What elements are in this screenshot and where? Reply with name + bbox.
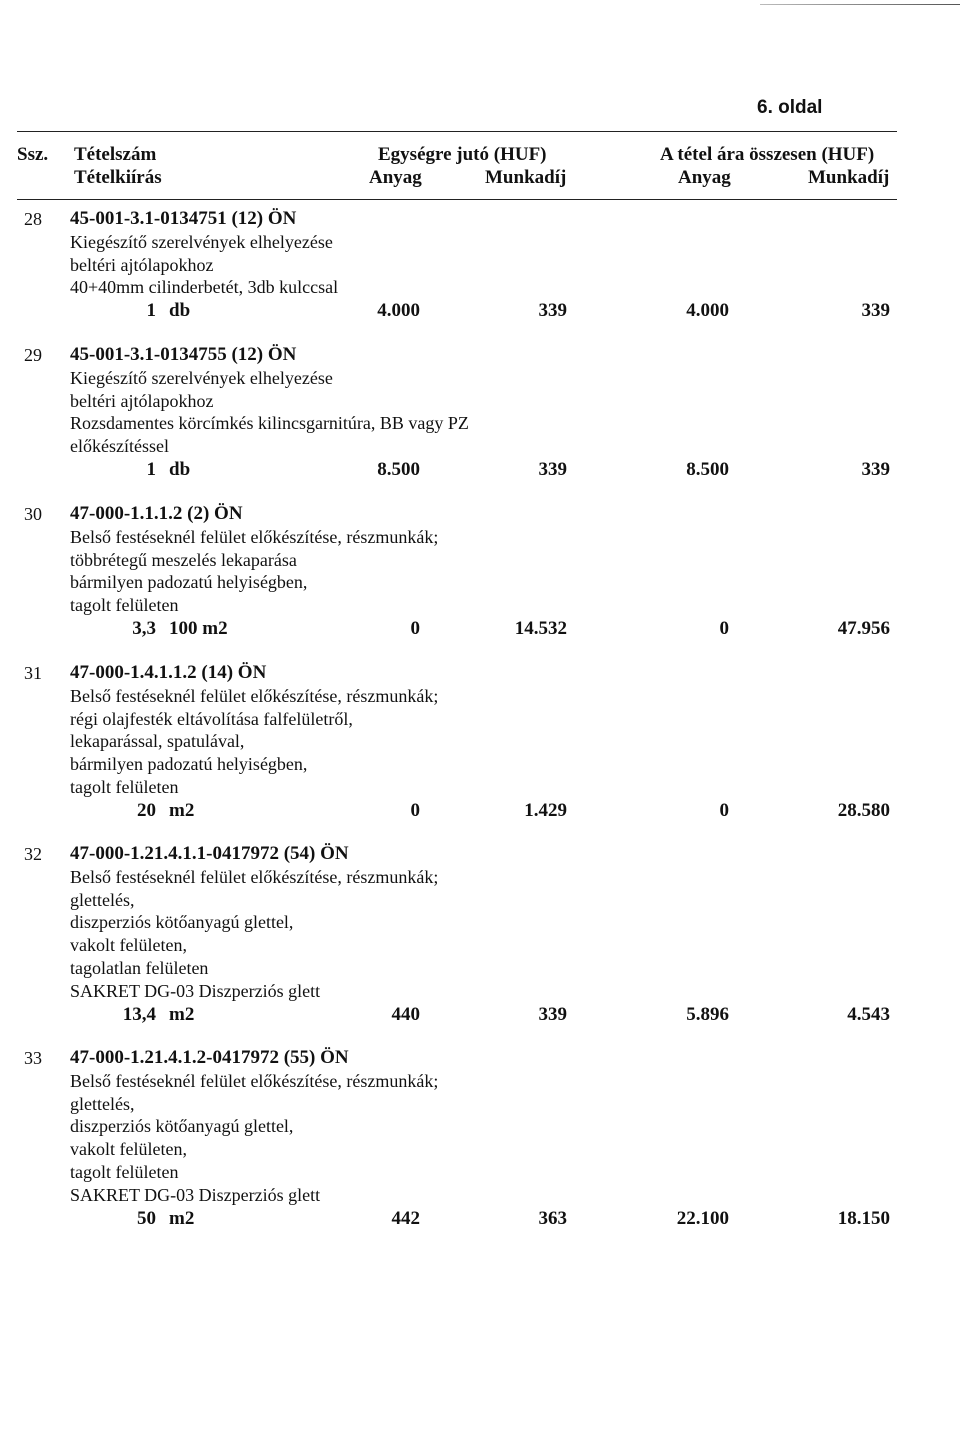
item-quantity: 3,3 bbox=[132, 618, 156, 639]
item-number: 30 bbox=[24, 504, 42, 524]
item-description-line: SAKRET DG-03 Diszperziós glett bbox=[70, 1184, 321, 1205]
item-description-line: többrétegű meszelés lekaparása bbox=[70, 549, 297, 570]
header-top-rule bbox=[17, 131, 897, 132]
header-tetelszam: Tételszám bbox=[74, 144, 157, 165]
item-description-line: lekaparással, spatulával, bbox=[70, 731, 245, 752]
item-total-anyag: 4.000 bbox=[686, 300, 729, 322]
item-description-line: glettelés, bbox=[70, 889, 135, 910]
item-unit: db bbox=[169, 300, 191, 322]
item-description-line: Belső festéseknél felület előkészítése, részmunkák; bbox=[70, 526, 439, 547]
item-description-line: Belső festéseknél felület előkészítése, részmunkák; bbox=[70, 685, 439, 706]
page-number: 6. oldal bbox=[757, 97, 823, 118]
item-code: 47-000-1.21.4.1.1-0417972 (54) ÖN bbox=[70, 843, 349, 864]
item-total-anyag: 0 bbox=[719, 618, 729, 639]
item-total-munkadij: 339 bbox=[861, 300, 890, 322]
item-total-anyag: 5.896 bbox=[686, 1003, 729, 1025]
item-total-munkadij: 4.543 bbox=[847, 1003, 890, 1025]
item-unit: m2 bbox=[169, 799, 195, 821]
header-unit-munkadij: Munkadíj bbox=[485, 167, 567, 188]
item-description-line: bármilyen padozatú helyiségben, bbox=[70, 572, 308, 593]
header-unit-anyag: Anyag bbox=[369, 167, 422, 188]
item-total-munkadij: 339 bbox=[861, 459, 890, 480]
header-ssz: Ssz. bbox=[17, 144, 49, 165]
item-number: 32 bbox=[24, 844, 42, 864]
item-quantity: 50 bbox=[137, 1207, 156, 1229]
item-code: 47-000-1.1.1.2 (2) ÖN bbox=[70, 503, 243, 524]
item-unit-munkadij: 339 bbox=[538, 1003, 567, 1025]
item-unit-anyag: 0 bbox=[410, 618, 420, 639]
item-description-line: tagolt felületen bbox=[70, 1162, 179, 1182]
item-unit-anyag: 440 bbox=[391, 1003, 420, 1025]
item-description-line: beltéri ajtólapokhoz bbox=[70, 254, 214, 275]
item-code: 47-000-1.4.1.1.2 (14) ÖN bbox=[70, 662, 267, 683]
item-unit-anyag: 0 bbox=[410, 799, 420, 821]
item-description-line: diszperziós kötőanyagú glettel, bbox=[70, 912, 294, 933]
item-unit: db bbox=[169, 459, 191, 480]
item-unit-munkadij: 339 bbox=[538, 459, 567, 480]
item-unit-anyag: 8.500 bbox=[377, 459, 420, 480]
item-description-line: 40+40mm cilinderbetét, 3db kulccsal bbox=[70, 277, 339, 298]
item-unit: m2 bbox=[169, 1207, 195, 1229]
item-unit-munkadij: 363 bbox=[538, 1207, 567, 1229]
item-description-line: tagolt felületen bbox=[70, 595, 179, 616]
item-total-munkadij: 47.956 bbox=[837, 618, 890, 639]
item-description-line: előkészítéssel bbox=[70, 436, 169, 457]
item-description-line: bármilyen padozatú helyiségben, bbox=[70, 754, 308, 775]
item-description-line: Kiegészítő szerelvények elhelyezése bbox=[70, 367, 333, 388]
item-description-line: vakolt felületen, bbox=[70, 935, 187, 956]
item-description-line: vakolt felületen, bbox=[70, 1139, 187, 1160]
item-description-line: SAKRET DG-03 Diszperziós glett bbox=[70, 980, 321, 1001]
item-unit-munkadij: 1.429 bbox=[524, 799, 567, 821]
item-unit: 100 m2 bbox=[169, 618, 228, 639]
item-code: 47-000-1.21.4.1.2-0417972 (55) ÖN bbox=[70, 1047, 349, 1068]
item-total-anyag: 22.100 bbox=[676, 1207, 729, 1229]
item-unit: m2 bbox=[169, 1003, 195, 1025]
item-description-line: Kiegészítő szerelvények elhelyezése bbox=[70, 231, 333, 252]
item-unit-munkadij: 14.532 bbox=[514, 618, 567, 639]
item-code: 45-001-3.1-0134755 (12) ÖN bbox=[70, 344, 297, 365]
header-bottom-rule bbox=[17, 199, 897, 200]
item-description-line: tagolt felületen bbox=[70, 777, 179, 797]
item-total-anyag: 0 bbox=[719, 799, 729, 821]
item-description-line: Rozsdamentes körcímkés kilincsgarnitúra, BB vagy PZ bbox=[70, 413, 469, 434]
item-description-line: régi olajfesték eltávolítása falfelületről, bbox=[70, 708, 353, 729]
item-description-line: Belső festéseknél felület előkészítése, részmunkák; bbox=[70, 866, 439, 887]
item-number: 29 bbox=[24, 345, 42, 365]
item-number: 31 bbox=[24, 663, 42, 683]
item-description-line: diszperziós kötőanyagú glettel, bbox=[70, 1116, 294, 1137]
item-description-line: glettelés, bbox=[70, 1093, 135, 1114]
item-unit-anyag: 442 bbox=[391, 1207, 420, 1229]
item-quantity: 20 bbox=[137, 799, 156, 821]
item-unit-munkadij: 339 bbox=[538, 300, 567, 322]
header-total-anyag: Anyag bbox=[678, 167, 731, 188]
item-total-anyag: 8.500 bbox=[686, 459, 729, 480]
item-quantity: 13,4 bbox=[122, 1003, 156, 1025]
item-unit-anyag: 4.000 bbox=[377, 300, 420, 322]
header-tetelkiiras: Tételkiírás bbox=[74, 167, 162, 188]
item-description-line: Belső festéseknél felület előkészítése, részmunkák; bbox=[70, 1070, 439, 1091]
scan-artifact-line bbox=[760, 4, 960, 5]
header-unit-price-title: Egységre jutó (HUF) bbox=[378, 144, 547, 165]
header-total-price-title: A tétel ára összesen (HUF) bbox=[660, 144, 875, 165]
item-number: 28 bbox=[24, 209, 42, 229]
header-total-munkadij: Munkadíj bbox=[808, 167, 890, 188]
item-description-line: beltéri ajtólapokhoz bbox=[70, 390, 214, 411]
item-quantity: 1 bbox=[146, 459, 156, 480]
item-total-munkadij: 28.580 bbox=[837, 799, 890, 821]
item-description-line: tagolatlan felületen bbox=[70, 958, 209, 978]
item-number: 33 bbox=[24, 1048, 42, 1068]
item-quantity: 1 bbox=[146, 300, 156, 322]
item-total-munkadij: 18.150 bbox=[837, 1207, 890, 1229]
item-code: 45-001-3.1-0134751 (12) ÖN bbox=[70, 208, 297, 229]
